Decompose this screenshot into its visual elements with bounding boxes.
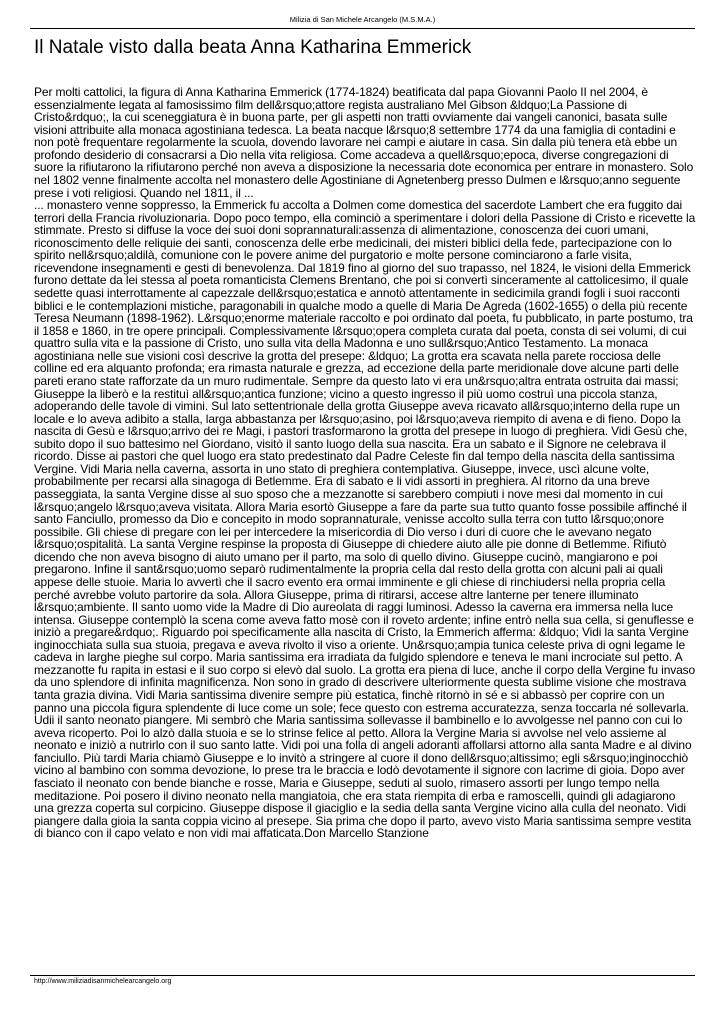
header-divider [30, 28, 695, 29]
footer-divider [30, 975, 695, 976]
article-title: Il Natale visto dalla beata Anna Katharina Emmerick [34, 37, 472, 58]
footer-url[interactable]: http://www.miliziadisanmichelearcangelo.org [34, 978, 172, 985]
article-paragraph-1: Per molti cattolici, la figura di Anna Katharina Emmerick (1774-1824) beatificata dal papa Giovanni Paolo II nel 2004, è essenzialmente legata al famosissimo film dell&rsquo;attore regista australiano Mel Gibson &ldquo;La Passione di Cristo&rdquo;, la cui sceneggiatura è in buona parte, per gli aspetti non tratti ovviamente dai vangeli canonici, basata sulle visioni attribuite alla monaca agostiniana tedesca. La beata nacque l&rsquo;8 settembre 1774 da una famiglia di contadini e non potè frequentare regolarmente la scuola, dovendo lavorare nei campi e aiutare in casa. Sin dalla più tenera età ebbe un profondo desiderio di consacrarsi a Dio nella vita religiosa. Come accadeva a quell&rsquo;epoca, diverse congregazioni di suore la rifiutarono la rifiutarono perché non aveva a disposizione la necessaria dote economica per entrare in monastero. Solo nel 1802 venne finalmente accolta nel monastero delle Agostiniane di Agnetenberg presso Dulmen e l&rsquo;anno seguente prese i voti religiosi. Quando nel 1811, il ... [34, 85, 694, 200]
article-body [34, 86, 696, 840]
article-paragraph-2: ... monastero venne soppresso, la Emmerick fu accolta a Dolmen come domestica del sacerdote Lambert che era fuggito dai terrori della Francia rivoluzionaria. Dopo poco tempo, ella cominciò a sperimentare i dolori della Passione di Cristo e ricevette la stimmate. Presto si diffuse la voce dei suoi doni soprannaturali:assenza di alimentazione, conoscenza dei cuori umani, riconoscimento delle reliquie dei santi, conoscenza delle erbe medicinali, dei misteri biblici della fede, partecipazione con lo spirito nell&rsquo;aldilà, comunione con le povere anime del purgatorio e molte persone cominciarono a farle visita, ricevendone insegnamenti e gesti di benevolenza. Dal 1819 fino al giorno del suo trapasso, nel 1824, le visioni della Emmerick furono dettate da lei stessa al poeta romanticista Clemens Brentano, che poi si convertì sinceramente al cattolicesimo, il quale sedette quasi interrottamente al capezzale dell&rsquo;estatica e annotò attentamente in sedicimila grandi fogli i suoi racconti biblici e le contemplazioni mistiche, paragonabili in qualche modo a quelle di Maria De Agreda (1602-1655) o della più recente Teresa Neumann (1898-1962). L&rsquo;enorme materiale raccolto e poi ordinato dal poeta, fu pubblicato, in parte postumo, tra il 1858 e 1860, in tre opere principali. Complessivamente l&rsquo;opera completa curata dal poeta, consta di sei volumi, di cui quattro sulla vita e la passione di Cristo, uno sulla vita della Madonna e uno sull&rsquo;Antico Testamento. La monaca agostiniana nelle sue visioni così descrive la grotta del presepe: &ldquo; La grotta era scavata nella parete rocciosa delle colline ed era alquanto profonda; era rimasta naturale e grezza, ad eccezione della parte meridionale dove alcune parti delle pareti erano state rafforzate da un muro rudimentale. Sempre da questo lato vi era un&rsquo;altra entrata ostruita dai massi; Giuseppe la liberò e la restituì all&rsquo;antica funzione; vicino a questo ingresso il più uomo costruì una piccola stanza, adoperando delle tavole di vimini. Sul lato settentrionale della grotta Giuseppe aveva ricavato all&rsquo;interno della rupe un locale e lo aveva adibito a stalla, larga abbastanza per l&rsquo;asino, poi l&rsquo;aveva riempito di avena e di fieno. Dopo la nascita di Gesù e l&rsquo;arrivo dei re Magi, i pastori trasformarono la grotta del presepe in luogo di preghiera. Vidi Gesù che, subito dopo il suo battesimo nel Giordano, visitò il santo luogo della sua nascita. Era un sabato e il Signore ne celebrava il ricordo. Disse ai pastori che quel luogo era stato predestinato dal Padre Celeste fin dal tempo della nascita della santissima Vergine. Vidi Maria nella caverna, assorta in uno stato di preghiera contemplativa. Giuseppe, invece, uscì alcune volte, probabilmente per recarsi alla sinagoga di Betlemme. Era di sabato e li vidi assorti in preghiera. Al ritorno da una breve passeggiata, la santa Vergine disse al suo sposo che a mezzanotte si sarebbero compiuti i nove mesi dal momento in cui l&rsquo;angelo l&rsquo;aveva visitata. Allora Maria esortò Giuseppe a fare da parte sua tutto quanto fosse possibile affinché il santo Fanciullo, promesso da Dio e concepito in modo soprannaturale, venisse accolto sulla terra con tutto l&rsquo;onore possibile. Gli chiese di pregare con lei per intercedere la misericordia di Dio verso i duri di cuore che le avevano negato l&rsquo;ospitalità. La santa Vergine respinse la proposta di Giuseppe di chiedere aiuto alle pie donne di Betlemme. Rifiutò dicendo che non aveva bisogno di aiuto umano per il parto, ma solo di quello divino. Giuseppe cucinò, mangiarono e poi pregarono. Infine il sant&rsquo;uomo separò rudimentalmente la propria cella dal resto della grotta con alcuni pali ai quali appese delle stuoie. Maria lo avvertì che il sacro evento era ormai imminente e gli chiese di rinchiudersi nella propria cella perché avrebbe voluto partorire da sola. Allora Giuseppe, prima di ritirarsi, accese altre lanterne per tenere illuminato l&rsquo;ambiente. Il santo uomo vide la Madre di Dio aureolata di raggi luminosi. Adesso la caverna era immersa nella luce intensa. Giuseppe contemplò la scena come aveva fatto mosè con il roveto ardente; infine entrò nella sua cella, si genuflesse e iniziò a pregare&rdquo;. Riguardo poi specificamente alla nascita di Cristo, la Emmerich afferma: &ldquo; Vidi la santa Vergine inginocchiata sulla sua stuoia, pregava e aveva rivolto il viso a oriente. Un&rsquo;ampia tunica celeste priva di ogni legame le cadeva in larghe pieghe sul corpo. Maria santissima era irradiata da fulgido splendore e teneva le mani incrociate sul petto. A mezzanotte fu rapita in estasi e il suo corpo si elevò dal suolo. La grotta era piena di luce, anche il corpo della Vergine fu invaso da uno splendore di infinita magnificenza. Non sono in grado di descrivere ulteriormente questa sublime visione che mostrava tanta grazia divina. Vidi Maria santissima divenire sempre più estatica, finchè ritornò in sé e si abbassò per coprire con un panno una piccola figura splendente di luce come un sole; fece questo con estrema accuratezza, senza toccarla né sollevarla. Udii il santo neonato piangere. Mi sembrò che Maria santissima sollevasse il bambinello e lo avvolgesse nel panno con cui lo aveva ricoperto. Poi lo alzò dalla stuoia e se lo strinse felice al petto. Allora la Vergine Maria si avvolse nel velo assieme al neonato e iniziò a nutrirlo con il suo santo latte. Vidi poi una folla di angeli adoranti affollarsi attorno alla santa Madre e al divino fanciullo. Più tardi Maria chiamò Giuseppe e lo invitò a stringere al cuore il dono dell&rsquo;altissimo; egli s&rsquo;inginocchiò vicino al bambino con somma devozione, lo prese tra le braccia e lodò devotamente il signore con lacrime di gioia. Dopo aver fasciato il neonato con bende bianche e rosse, Maria e Giuseppe, seduti al suolo, rimasero assorti per lungo tempo nella meditazione. Poi posero il divino neonato nella mangiatoia, che era stata riempita di erba e ramoscelli, quindi gli adagiarono una grezza coperta sul corpicino. Giuseppe dispose il giaciglio e la sedia della santa Vergine vicino alla culla del neonato. Vidi piangere dalla gioia la santa coppia vicino al presepe. Sia prima che dopo il parto, avevo visto Maria santissima sempre vestita di bianco con il capo velato e non vidi mai affaticata.Don Marcello Stanzione [34, 198, 696, 841]
site-header: Milizia di San Michele Arcangelo (M.S.M.A.) [289, 15, 436, 24]
